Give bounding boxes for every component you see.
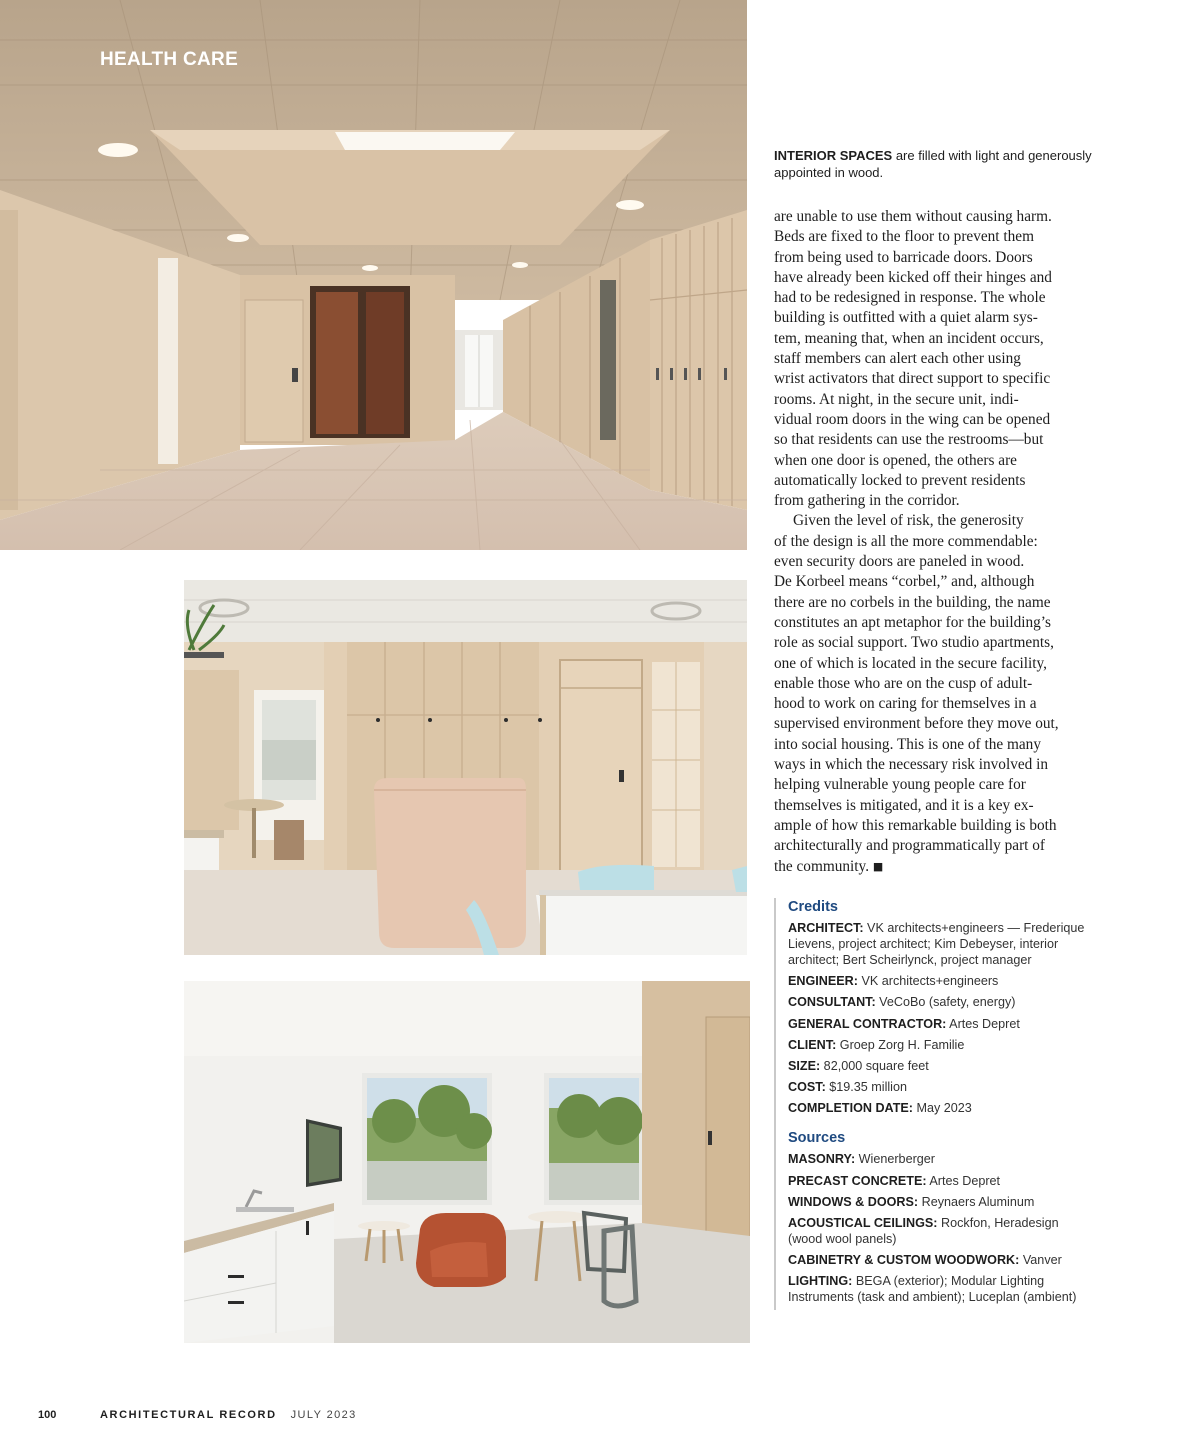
credits-box [774, 898, 1108, 1310]
source-value: BEGA (exterior); Modular Lighting Instruments (task and ambient); Luceplan (ambient) [788, 1274, 1077, 1305]
credit-entry [788, 973, 1088, 989]
source-value: Reynaers Aluminum [918, 1194, 1035, 1209]
text-line: rooms. At night, in the secure unit, indi- [774, 390, 1019, 408]
credit-label: CONSULTANT: [788, 995, 876, 1010]
source-entry [788, 1194, 1088, 1210]
source-label: ACOUSTICAL CEILINGS: [788, 1215, 938, 1230]
credit-value: Artes Depret [946, 1016, 1020, 1031]
credit-label: ARCHITECT: [788, 921, 864, 935]
studio-photo [184, 981, 750, 1343]
sources-title: Sources [788, 1130, 846, 1147]
text-line: even security doors are paneled in wood. [774, 553, 1025, 571]
credit-value: Groep Zorg H. Familie [836, 1037, 965, 1052]
paragraph-2 [774, 511, 1094, 876]
credit-label: CLIENT: [788, 1037, 837, 1052]
source-label: LIGHTING: [788, 1274, 853, 1289]
credit-entry [788, 1058, 1088, 1074]
text-line: into social housing. This is one of the many [774, 735, 1041, 753]
text-line: supervised environment before they move out, [774, 715, 1059, 733]
source-entry [788, 1215, 1088, 1247]
credit-value: 82,000 square feet [820, 1058, 929, 1073]
text-line: are unable to use them without causing harm. [774, 208, 1052, 225]
credit-label: COST: [788, 1080, 826, 1095]
page-number: 100 [38, 1409, 57, 1421]
caption-lead: INTERIOR SPACES [774, 148, 893, 163]
text-line-last [774, 857, 1094, 877]
text-line: architecturally and programmatically part of [774, 837, 1045, 855]
credit-label: COMPLETION DATE: [788, 1101, 913, 1116]
reception-photo [184, 580, 747, 955]
source-value: Vanver [1019, 1253, 1062, 1268]
text-line: have already been kicked off their hinges and [774, 268, 1052, 286]
source-value: Rockfon, Heradesign (wood wool panels) [788, 1215, 1059, 1246]
text-line: from gathering in the corridor. [774, 492, 960, 510]
credits-title: Credits [788, 899, 838, 915]
credit-value: VeCoBo (safety, energy) [875, 995, 1016, 1010]
issue-date: JULY 2023 [290, 1409, 357, 1421]
text-line: there are no corbels in the building, the name [774, 593, 1051, 611]
text-line: enable those who are on the cusp of adult- [774, 674, 1033, 692]
text-line: helping vulnerable young people care for [774, 776, 1026, 794]
source-label: MASONRY: [788, 1152, 856, 1167]
credit-entry [788, 1037, 1088, 1053]
caption-text: are filled with light and generously appointed in wood. [774, 148, 1092, 180]
source-entry [788, 1273, 1088, 1305]
magazine-name: ARCHITECTURAL RECORD [100, 1409, 277, 1421]
credit-label: SIZE: [788, 1058, 821, 1073]
photo-caption [774, 147, 1104, 181]
corridor-photo [0, 0, 747, 550]
credit-entry [788, 1100, 1088, 1116]
black-square-icon: ■ [872, 859, 884, 873]
text-line: one of which is located in the secure facility, [774, 654, 1047, 672]
text-line: constitutes an apt metaphor for the building’s [774, 613, 1051, 631]
text-line: of the design is all the more commendable: [774, 532, 1038, 550]
source-entry [788, 1173, 1088, 1189]
page-footer [38, 1409, 357, 1421]
source-value: Artes Depret [926, 1173, 1001, 1188]
paragraph-1 [774, 207, 1094, 511]
text-line: automatically locked to prevent residents [774, 471, 1026, 489]
source-label: PRECAST CONCRETE: [788, 1173, 927, 1188]
text-line: vidual room doors in the wing can be opened [774, 410, 1051, 428]
credit-entry [788, 920, 1088, 968]
text-line: wrist activators that direct support to specific [774, 370, 1051, 388]
credit-entry [788, 994, 1088, 1010]
text-line: tem, meaning that, when an incident occurs, [774, 329, 1044, 347]
credit-label: GENERAL CONTRACTOR: [788, 1016, 947, 1031]
text-line: themselves is mitigated, and it is a key ex- [774, 796, 1034, 814]
text-line: the community. [774, 857, 870, 875]
source-entry [788, 1151, 1088, 1167]
text-line: Given the level of risk, the generosity [793, 512, 1024, 530]
text-line: ample of how this remarkable building is both [774, 816, 1057, 834]
text-line: building is outfitted with a quiet alarm sys- [774, 309, 1038, 327]
text-line: Beds are fixed to the floor to prevent them [774, 228, 1034, 246]
text-line: so that residents can use the restrooms—but [774, 431, 1044, 449]
text-line: role as social support. Two studio apartments, [774, 634, 1054, 652]
credit-value: $19.35 million [825, 1080, 907, 1095]
text-line: De Korbeel means “corbel,” and, although [774, 573, 1035, 591]
article-body [774, 207, 1094, 877]
text-line: hood to work on caring for themselves in a [774, 695, 1037, 713]
credit-value: VK architects+engineers [857, 974, 999, 989]
text-line: had to be redesigned in response. The whole [774, 289, 1046, 307]
credit-value: VK architects+engineers — Frederique Lievens, project architect; Kim Debeyser, interior architect; Bert Scheirlynck, project manager [788, 921, 1085, 967]
source-label: CABINETRY & CUSTOM WOODWORK: [788, 1253, 1020, 1268]
text-line: when one door is opened, the others are [774, 451, 1017, 469]
text-line: from being used to barricade doors. Doors [774, 248, 1033, 266]
text-line: staff members can alert each other using [774, 350, 1021, 368]
section-label: HEALTH CARE [100, 49, 239, 70]
credit-value: May 2023 [913, 1101, 972, 1116]
source-value: Wienerberger [855, 1152, 935, 1167]
source-entry [788, 1252, 1088, 1268]
credit-entry [788, 1079, 1088, 1095]
text-line: ways in which the necessary risk involved in [774, 756, 1049, 774]
credit-label: ENGINEER: [788, 974, 858, 989]
credit-entry [788, 1016, 1088, 1032]
source-label: WINDOWS & DOORS: [788, 1194, 919, 1209]
